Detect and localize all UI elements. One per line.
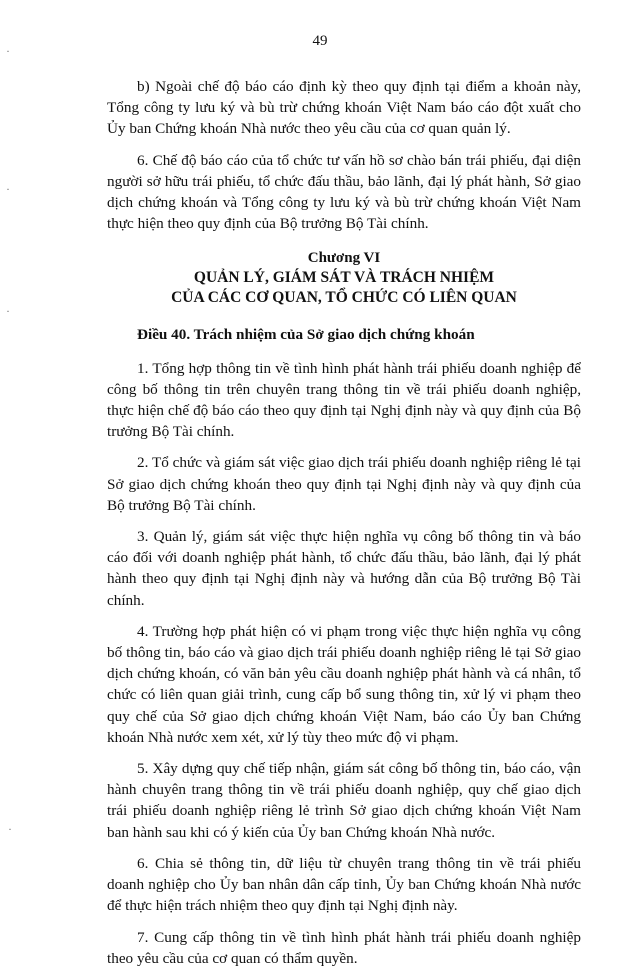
article-paragraph: 4. Trường hợp phát hiện có vi phạm trong việc thực hiện nghĩa vụ công bố thông tin, báo cáo và giao dịch trái phiếu doanh nghiệp riêng lẻ tại Sở giao dịch chứng khoán, có văn bản yêu cầu doanh nghiệp phát hành và cá nhân, tổ chức có liên quan giải trình, cung cấp bổ sung thông tin, xử lý vi phạm theo quy chế của Sở giao dịch chứng khoán Việt Nam, báo cáo Ủy ban Chứng khoán Nhà nước xem xét, xử lý tùy theo mức độ vi phạm. — [107, 622, 581, 746]
paragraph: 6. Chế độ báo cáo của tổ chức tư vấn hồ sơ chào bán trái phiếu, đại diện người sở hữu trái phiếu, tổ chức đấu thầu, bảo lãnh, đại lý phát hành, Sở giao dịch chứng khoán và Tổng công ty lưu ký và bù trừ chứng khoán Việt Nam thực hiện theo quy định của Bộ trưởng Bộ Tài chính. — [107, 151, 581, 233]
scan-mark: · — [6, 304, 10, 318]
article-title: Điều 40. Trách nhiệm của Sở giao dịch chứng khoán — [137, 326, 475, 344]
article-paragraph: 2. Tổ chức và giám sát việc giao dịch trái phiếu doanh nghiệp riêng lẻ tại Sở giao dịch chứng khoán theo quy định tại Nghị định này và quy định của Bộ trưởng Bộ Tài chính. — [107, 454, 581, 514]
article-paragraph: 5. Xây dựng quy chế tiếp nhận, giám sát công bố thông tin, báo cáo, vận hành chuyên trang thông tin về trái phiếu doanh nghiệp, quy chế giao dịch trái phiếu doanh nghiệp riêng lẻ trình Sở giao dịch chứng khoán Việt Nam ban hành sau khi có ý kiến của Ủy ban Chứng khoán Nhà nước. — [107, 760, 581, 841]
chapter-heading — [107, 248, 581, 308]
article-paragraph: 3. Quản lý, giám sát việc thực hiện nghĩa vụ công bố thông tin và báo cáo đối với doanh nghiệp phát hành, tổ chức đấu thầu, bảo lãnh, đại lý phát hành theo quy định tại Nghị định này và hướng dẫn của Bộ trưởng Bộ Tài chính. — [107, 528, 581, 609]
document-body — [107, 76, 581, 979]
article-paragraph: 6. Chia sẻ thông tin, dữ liệu từ chuyên trang thông tin về trái phiếu doanh nghiệp cho Ủy ban nhân dân cấp tỉnh, Ủy ban Chứng khoán Nhà nước để thực hiện trách nhiệm theo quy định tại Nghị định này. — [107, 854, 581, 915]
page-number: 49 — [312, 33, 328, 49]
chapter-title-line-2: CỦA CÁC CƠ QUAN, TỔ CHỨC CÓ LIÊN QUAN — [171, 289, 517, 307]
chapter-title-line-1: QUẢN LÝ, GIÁM SÁT VÀ TRÁCH NHIỆM — [193, 269, 495, 287]
article-paragraph: 7. Cung cấp thông tin về tình hình phát hành trái phiếu doanh nghiệp theo yêu cầu của cơ quan có thẩm quyền. — [107, 928, 581, 967]
scan-mark: · — [6, 182, 10, 196]
paragraph: b) Ngoài chế độ báo cáo định kỳ theo quy định tại điểm a khoản này, Tổng công ty lưu ký và bù trừ chứng khoán Việt Nam báo cáo đột xuất cho Ủy ban Chứng khoán Nhà nước theo yêu cầu của cơ quan quản lý. — [107, 78, 581, 138]
article-paragraph: 1. Tổng hợp thông tin về tình hình phát hành trái phiếu doanh nghiệp để công bố thông tin trên chuyên trang thông tin về trái phiếu doanh nghiệp, thực hiện chế độ báo cáo theo quy định tại Nghị định này và quy định của Bộ trưởng Bộ Tài chính. — [107, 359, 581, 441]
scan-mark: · — [8, 822, 12, 836]
scan-mark: · — [6, 44, 10, 58]
chapter-number: Chương VI — [307, 250, 381, 267]
